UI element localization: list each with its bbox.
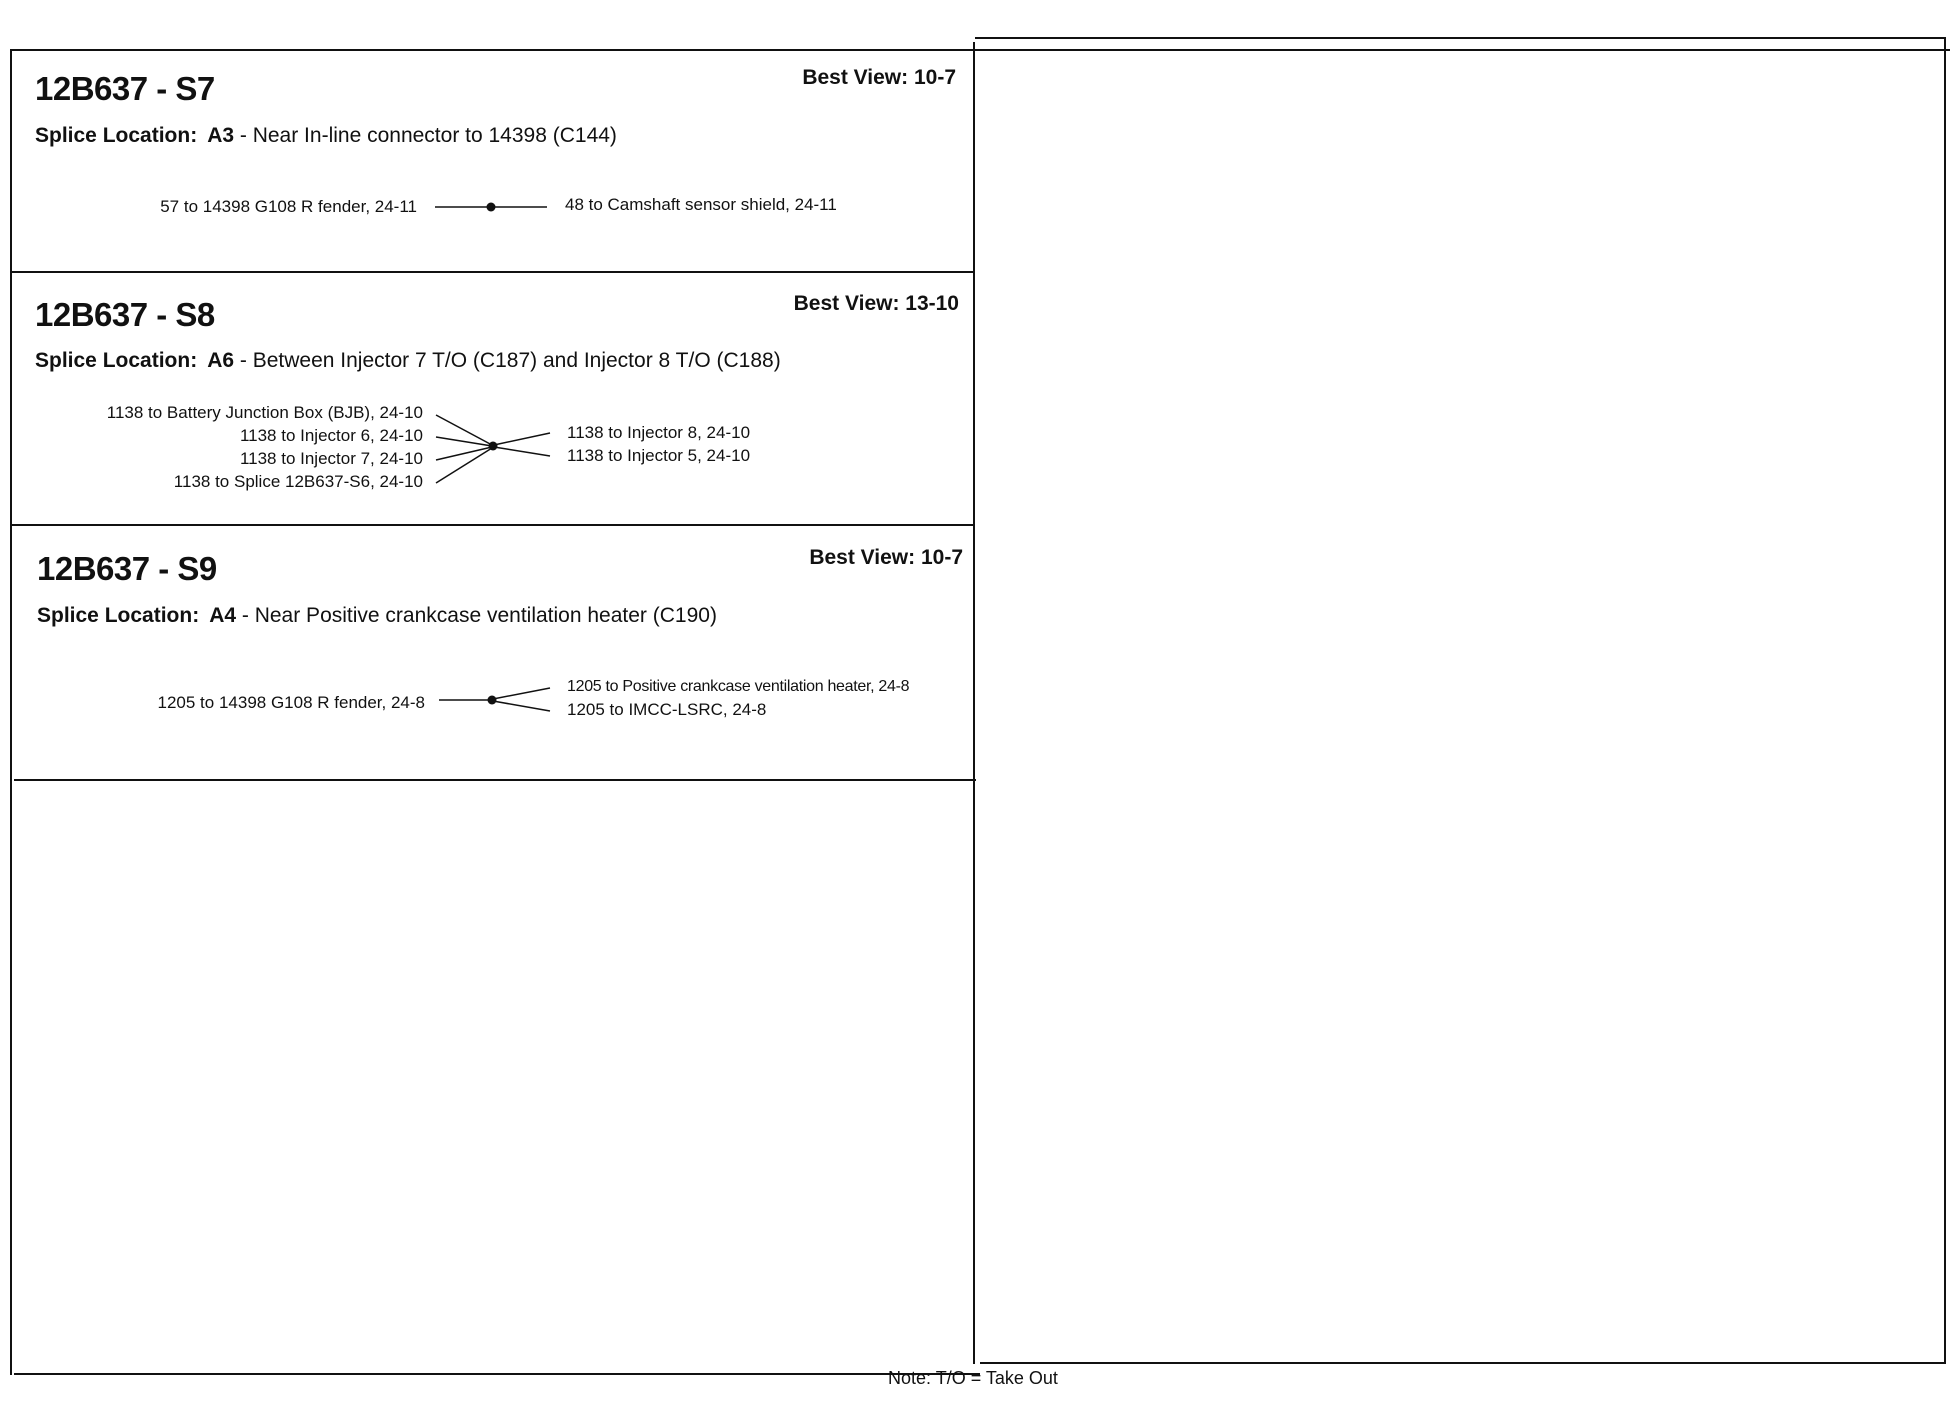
left-wire: 1138 to Injector 7, 24-10 — [239, 449, 423, 468]
splice-location — [35, 349, 781, 373]
wire-line — [493, 701, 550, 711]
splice-location — [35, 124, 617, 148]
column-divider — [973, 42, 975, 1364]
splice-location-label: Splice Location: — [35, 124, 198, 147]
right-wire: 1138 to Injector 5, 24-10 — [567, 446, 751, 465]
section-divider-2 — [12, 524, 975, 526]
frame-top-border — [10, 49, 1950, 51]
footnote: Note: T/O = Take Out — [888, 1368, 1058, 1388]
right-wire: 1138 to Injector 8, 24-10 — [567, 423, 751, 442]
splice-diagram — [430, 195, 550, 219]
splice-location-desc: - Near In-line connector to 14398 (C144) — [234, 124, 617, 147]
splice-location-desc: - Between Injector 7 T/O (C187) and Injector 8 T/O (C188) — [234, 349, 781, 372]
right-wire: 1205 to Positive crankcase ventilation heater, 24-8 — [567, 678, 910, 695]
splice-location-code: A3 — [207, 124, 235, 147]
splice-title: 12B637 - S8 — [35, 296, 215, 333]
wire-line — [494, 433, 550, 445]
frame-left-border — [10, 49, 12, 1375]
splice-location-code: A4 — [209, 604, 237, 627]
right-wire: 1205 to IMCC-LSRC, 24-8 — [567, 700, 767, 719]
left-wire: 57 to 14398 G108 R fender, 24-11 — [160, 197, 417, 216]
section-divider-1 — [12, 271, 974, 273]
wire-line — [436, 415, 492, 445]
splice-diagram — [430, 405, 560, 495]
section-divider-3 — [14, 779, 976, 781]
wire-line — [494, 447, 550, 456]
splice-location-code: A6 — [207, 349, 235, 372]
right-wire: 48 to Camshaft sensor shield, 24-11 — [565, 195, 837, 214]
splice-location-label: Splice Location: — [37, 604, 200, 627]
left-wire: 1138 to Splice 12B637-S6, 24-10 — [173, 472, 423, 491]
frame-top-right-border — [975, 37, 1946, 39]
splice-diagram — [435, 680, 555, 720]
splice-node — [488, 696, 497, 705]
splice-location-desc: - Near Positive crankcase ventilation heater (C190) — [236, 604, 717, 627]
splice-location-label: Splice Location: — [35, 349, 198, 372]
frame-bottom-border-right — [980, 1362, 1946, 1364]
left-wire: 1205 to 14398 G108 R fender, 24-8 — [157, 693, 425, 712]
splice-node — [489, 442, 498, 451]
wire-line — [493, 688, 550, 699]
splice-title: 12B637 - S7 — [35, 70, 215, 107]
best-view: Best View: 10-7 — [809, 546, 963, 569]
splice-title: 12B637 - S9 — [37, 550, 217, 587]
frame-bottom-border-left — [14, 1373, 980, 1375]
best-view: Best View: 10-7 — [802, 66, 956, 89]
wire-line — [436, 437, 492, 446]
splice-location — [37, 604, 717, 628]
frame-right-border — [1944, 37, 1946, 1364]
best-view: Best View: 13-10 — [793, 292, 959, 315]
left-wire: 1138 to Injector 6, 24-10 — [239, 426, 423, 445]
left-wire: 1138 to Battery Junction Box (BJB), 24-10 — [106, 403, 423, 422]
